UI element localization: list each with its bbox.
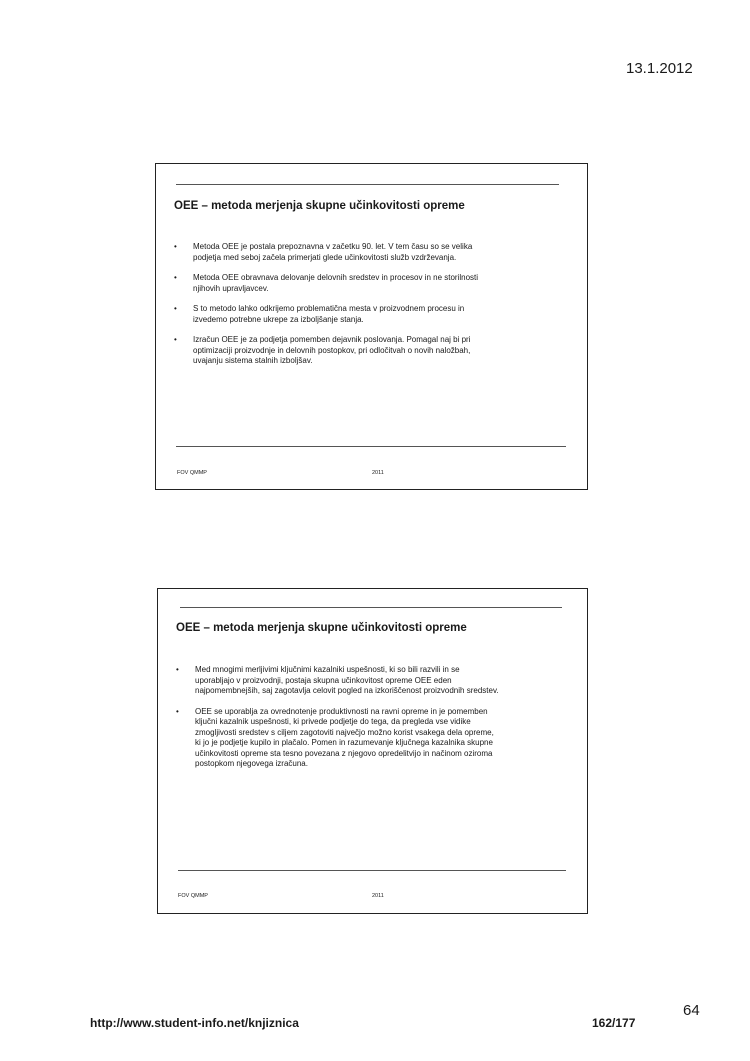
bullet-icon: • [176, 706, 179, 716]
bullet-line: učinkovitosti opreme sta tesno povezana z njegovo opredelitvijo in načinom oziroma [195, 748, 493, 758]
bullet-item [174, 304, 478, 325]
bullet-line: uvajanju sistema stalnih izboljšav. [193, 356, 313, 365]
bullet-line: najpomembnejših, saj zagotavlja celovit pogled na izkoriščenost proizvodnih sredstev. [195, 686, 499, 695]
top-rule [176, 184, 559, 185]
page-of-count: 162/177 [592, 1016, 636, 1030]
slide-title: OEE – metoda merjenja skupne učinkovitosti opreme [174, 200, 465, 212]
slide-2 [157, 588, 588, 914]
bullet-icon: • [174, 242, 177, 251]
bullet-list [174, 242, 478, 377]
page-number: 64 [683, 1002, 700, 1019]
bullet-line: optimizaciji proizvodnje in delovnih postopkov, pri odločitvah o novih naložbah, [193, 345, 471, 355]
bullet-line: Izračun OEE je za podjetja pomemben dejavnik poslovanja. Pomagal naj bi pri [193, 335, 471, 344]
slide-1 [155, 163, 588, 490]
footer-left: FOV QMMP [178, 893, 208, 899]
bullet-icon: • [174, 273, 177, 282]
bottom-rule [176, 446, 566, 447]
bullet-item [174, 335, 478, 367]
bullet-item [174, 242, 478, 263]
slide-title: OEE – metoda merjenja skupne učinkovitosti opreme [176, 622, 467, 634]
bottom-rule [178, 870, 566, 871]
bullet-line: ključni kazalnik uspešnosti, ki privede podjetje do tega, da pregleda vse vidike [195, 717, 471, 726]
bullet-line: OEE se uporablja za ovrednotenje produktivnosti na ravni opreme in je pomemben [195, 706, 488, 716]
bullet-item [176, 707, 499, 770]
bullet-icon: • [176, 665, 179, 674]
bullet-line: Metoda OEE obravnava delovanje delovnih sredstev in procesov in ne storilnosti [193, 273, 479, 282]
bullet-line: postopkom njegovega izračuna. [195, 759, 308, 768]
bullet-line: Med mnogimi merljivimi ključnimi kazalniki uspešnosti, ki so bili razvili in se [195, 665, 460, 674]
bullet-line: uporabljajo v proizvodnji, postaja skupna učinkovitost opreme OEE eden [195, 675, 452, 685]
print-date: 13.1.2012 [626, 60, 693, 77]
top-rule [180, 607, 562, 608]
source-url[interactable]: http://www.student-info.net/knjiznica [90, 1016, 299, 1030]
bullet-item [174, 273, 478, 294]
bullet-line: njihovih upravljavcev. [193, 283, 269, 293]
footer-year: 2011 [372, 470, 384, 476]
bullet-line: Metoda OEE je postala prepoznavna v začetku 90. let. V tem času so se velika [193, 242, 473, 251]
footer-year: 2011 [372, 893, 384, 899]
bullet-item [176, 665, 499, 697]
bullet-line: S to metodo lahko odkrijemo problematična mesta v proizvodnem procesu in [193, 304, 465, 313]
bullet-line: izvedemo potrebne ukrepe za izboljšanje stanja. [193, 314, 364, 324]
bullet-list [176, 665, 499, 780]
footer-left: FOV QMMP [177, 470, 207, 476]
bullet-icon: • [174, 335, 177, 344]
bullet-line: zmogljivosti sredstev s ciljem zagotoviti največjo možno korist vsakega dela opreme, [195, 727, 494, 737]
bullet-line: podjetja med seboj začela primerjati glede učinkovitosti služb vzdrževanja. [193, 252, 457, 262]
bullet-line: ki jo je podjetje kupilo in plačalo. Pomen in razumevanje ključnega kazalnika skupne [195, 738, 493, 747]
bullet-icon: • [174, 304, 177, 313]
